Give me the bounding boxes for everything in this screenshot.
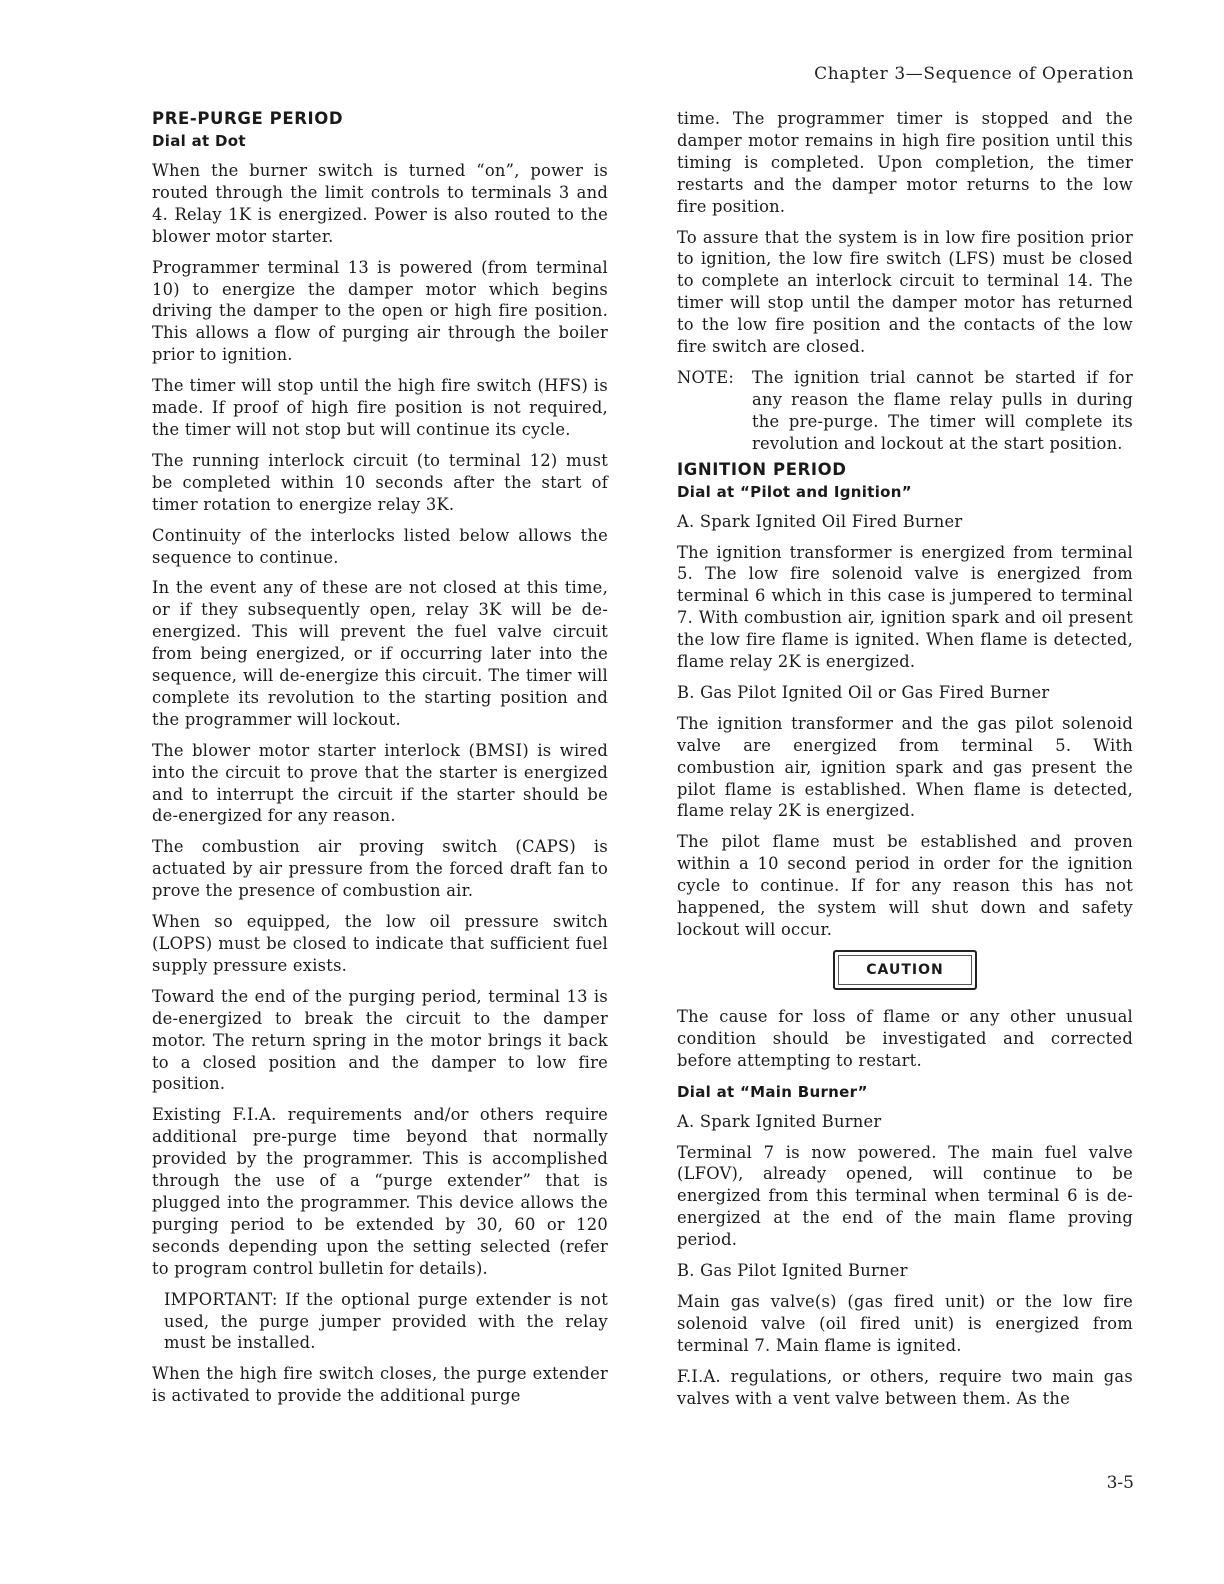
paragraph: Terminal 7 is now powered. The main fuel valve (LFOV), already opened, will continue to be energized from this terminal when terminal 6 is de-energized at the end of the main flame proving period.: [677, 1142, 1133, 1250]
paragraph: time. The programmer timer is stopped and the damper motor remains in high fire position until this timing is completed. Upon completion, the timer restarts and the damper motor returns to the low fire position.: [677, 109, 1133, 216]
section-heading-pre-purge: PRE-PURGE PERIOD: [152, 109, 344, 128]
paragraph: When so equipped, the low oil pressure switch (LOPS) must be closed to indicate that sufficient fuel supply pressure exists.: [152, 912, 608, 975]
paragraph: When the high fire switch closes, the purge extender is activated to provide the additional purge: [152, 1364, 608, 1406]
note-label: NOTE:: [677, 367, 735, 387]
paragraph: F.I.A. regulations, or others, require two main gas valves with a vent valve between them. As the: [677, 1366, 1133, 1408]
paragraph: To assure that the system is in low fire position prior to ignition, the low fire switch (LFS) must be closed to complete an interlock circuit to terminal 14. The timer will stop until the damper motor has returned to the low fire position and the contacts of the low fire switch are closed.: [677, 227, 1133, 357]
subheading-pilot-ignition: Dial at “Pilot and Ignition”: [677, 482, 912, 501]
paragraph: The running interlock circuit (to terminal 12) must be completed within 10 seconds after the start of timer rotation to energize relay 3K.: [152, 450, 608, 514]
section-heading-ignition: IGNITION PERIOD: [677, 459, 847, 479]
paragraph: The pilot flame must be established and proven within a 10 second period in order for the ignition cycle to continue. If for any reason this has not happened, the system will shut down and safety lockout will occur.: [677, 832, 1133, 939]
note-block: [677, 367, 1133, 455]
subsection-label: B. Gas Pilot Ignited Burner: [677, 1261, 908, 1281]
important-note: IMPORTANT: If the optional purge extender is not used, the purge jumper provided with the relay must be installed.: [164, 1289, 608, 1353]
left-column: [152, 108, 608, 1416]
paragraph: The cause for loss of flame or any other unusual condition should be investigated and corrected before attempting to restart.: [677, 1006, 1133, 1070]
note-text: The ignition trial cannot be started if for any reason the flame relay pulls in during the pre-purge. The timer will complete its revolution and lockout at the start position.: [752, 367, 1133, 453]
subsection-label: B. Gas Pilot Ignited Oil or Gas Fired Burner: [677, 682, 1050, 702]
paragraph: The blower motor starter interlock (BMSI) is wired into the circuit to prove that the starter is energized and to interrupt the circuit if the starter should be de-energized for any reason.: [152, 740, 608, 826]
caution-label-wrap: [677, 950, 1133, 996]
paragraph: Existing F.I.A. requirements and/or others require additional pre-purge time beyond that normally provided by the programmer. This is accomplished through the use of a “purge extender” that is plugged into the programmer. This device allows the purging period to be extended by 30, 60 or 120 seconds depending upon the setting selected (refer to program control bulletin for details).: [152, 1105, 608, 1278]
caution-badge: CAUTION: [833, 950, 977, 990]
paragraph: When the burner switch is turned “on”, power is routed through the limit controls to terminals 3 and 4. Relay 1K is energized. Power is also routed to the blower motor starter.: [152, 161, 608, 246]
page-number: 3-5: [1106, 1473, 1134, 1493]
paragraph: The ignition transformer and the gas pilot solenoid valve are energized from terminal 5. With combustion air, ignition spark and gas present the pilot flame is established. When flame is detected, flame relay 2K is energized.: [677, 713, 1133, 821]
paragraph: The ignition transformer is energized from terminal 5. The low fire solenoid valve is energized from terminal 6 which in this case is jumpered to terminal 7. With combustion air, ignition spark and oil present the low fire flame is ignited. When flame is detected, flame relay 2K is energized.: [677, 542, 1133, 672]
paragraph: In the event any of these are not closed at this time, or if they subsequently open, relay 3K will be de-energized. This will prevent the fuel valve circuit from being energized, or if occurring later into the sequence, will de-energize this circuit. The timer will complete its revolution to the starting position and the programmer will lockout.: [152, 578, 608, 729]
paragraph: The combustion air proving switch (CAPS) is actuated by air pressure from the forced draft fan to prove the presence of combustion air.: [152, 837, 608, 901]
subsection-label: A. Spark Ignited Burner: [677, 1111, 882, 1131]
subsection-label: A. Spark Ignited Oil Fired Burner: [677, 511, 963, 531]
subheading-main-burner: Dial at “Main Burner”: [677, 1082, 868, 1101]
right-column: [677, 108, 1133, 1419]
chapter-header: Chapter 3—Sequence of Operation: [814, 64, 1134, 84]
subheading-dial-at-dot: Dial at Dot: [152, 132, 246, 150]
paragraph: Toward the end of the purging period, terminal 13 is de-energized to break the circuit to the damper motor. The return spring in the motor brings it back to a closed position and the damper to low fire position.: [152, 986, 608, 1094]
paragraph: Programmer terminal 13 is powered (from terminal 10) to energize the damper motor which begins driving the damper to the open or high fire position. This allows a flow of purging air through the boiler prior to ignition.: [152, 257, 608, 365]
paragraph: Main gas valve(s) (gas fired unit) or the low fire solenoid valve (oil fired unit) is energized from terminal 7. Main flame is ignited.: [677, 1291, 1133, 1355]
paragraph: The timer will stop until the high fire switch (HFS) is made. If proof of high fire position is not required, the timer will not stop but will continue its cycle.: [152, 376, 608, 439]
paragraph: Continuity of the interlocks listed below allows the sequence to continue.: [152, 525, 608, 567]
